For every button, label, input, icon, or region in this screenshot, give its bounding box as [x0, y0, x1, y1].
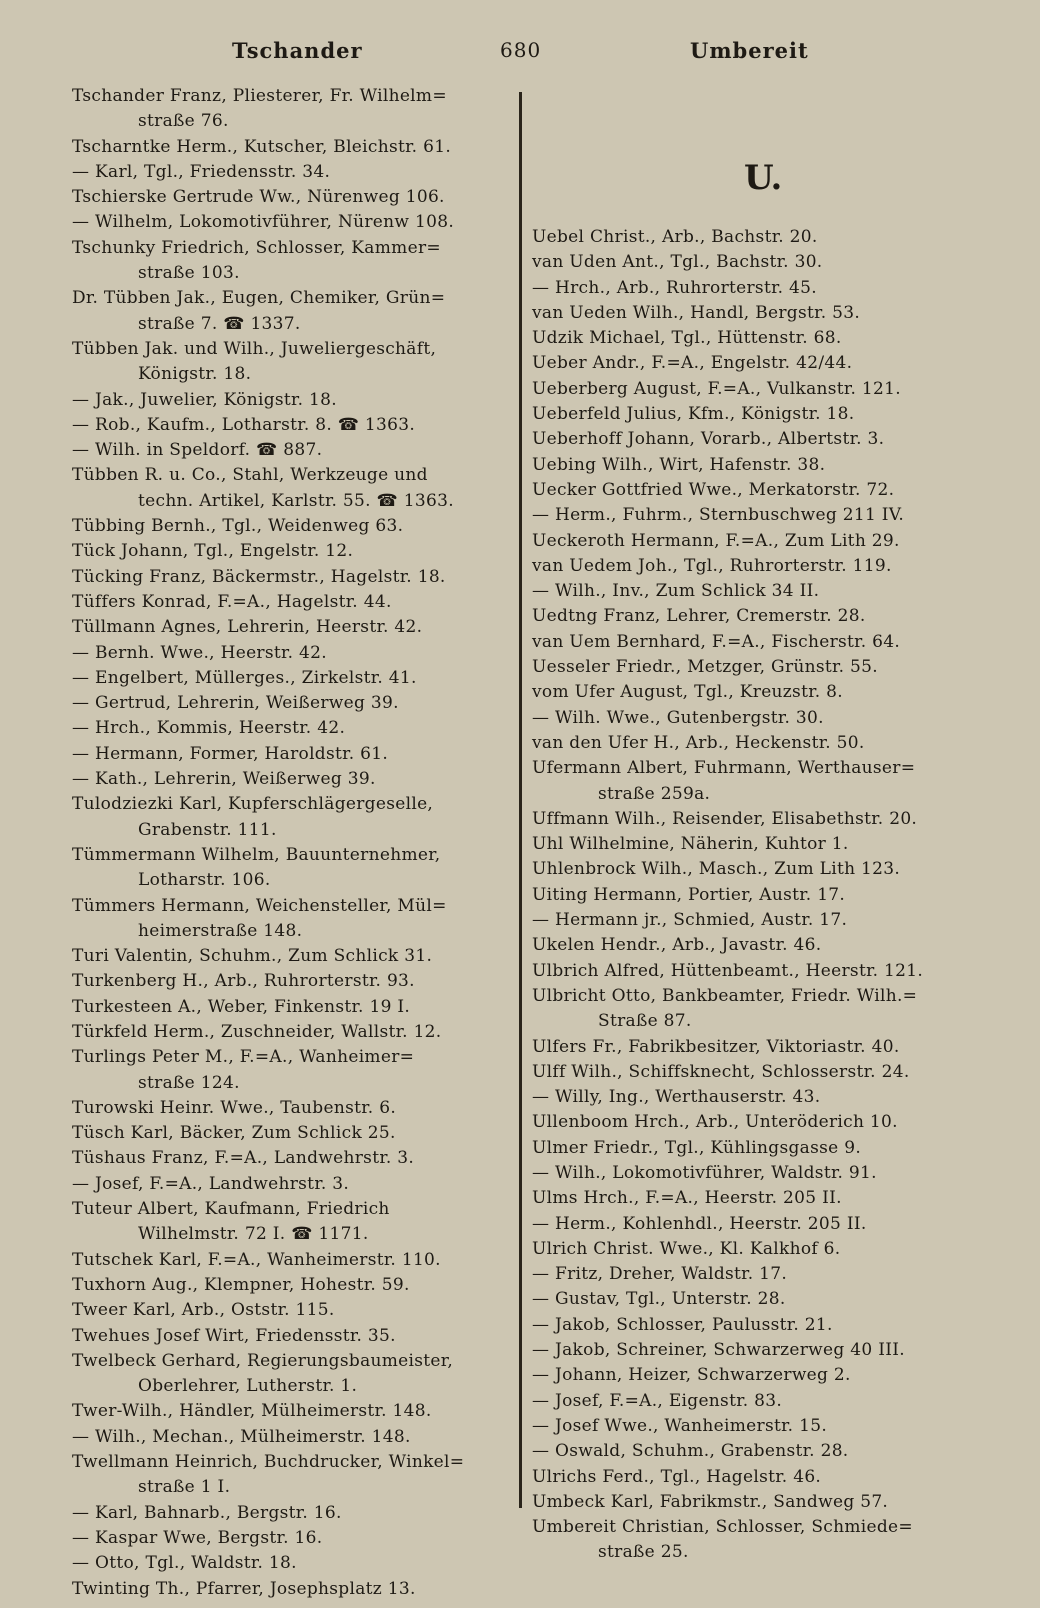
- directory-entry: [72, 337, 504, 388]
- entry-line: Turkenberg H., Arb., Ruhrorterstr. 93.: [72, 971, 415, 992]
- directory-entry: [72, 944, 504, 969]
- directory-entry: [532, 529, 972, 554]
- entry-line: — Gertrud, Lehrerin, Weißerweg 39.: [72, 693, 399, 714]
- directory-entry: [72, 413, 504, 438]
- entry-line: Ulfers Fr., Fabrikbesitzer, Viktoriastr. 40.: [532, 1036, 900, 1057]
- directory-entry: [532, 1313, 972, 1338]
- entry-line: Twellmann Heinrich, Buchdrucker, Winkel=: [72, 1452, 465, 1473]
- entry-line: — Rob., Kaufm., Lotharstr. 8. ☎ 1363.: [72, 414, 416, 435]
- entry-line: Twelbeck Gerhard, Regierungsbaumeister,: [72, 1350, 454, 1371]
- entry-line: Ueberberg August, F.=A., Vulkanstr. 121.: [532, 378, 901, 399]
- entry-line: Twinting Th., Pfarrer, Josephsplatz 13.: [72, 1578, 416, 1599]
- directory-entry: [72, 1172, 504, 1197]
- entry-line: Tulodziezki Karl, Kupferschlägergeselle,: [72, 794, 434, 815]
- entry-line: van Uedem Joh., Tgl., Ruhrorterstr. 119.: [532, 555, 892, 576]
- directory-entry: [72, 84, 504, 135]
- directory-entry: [72, 1298, 504, 1323]
- directory-entry: [72, 160, 504, 185]
- directory-entry: [532, 1287, 972, 1312]
- entry-line: Uedtng Franz, Lehrer, Cremerstr. 28.: [532, 606, 866, 627]
- entry-line: Turlings Peter M., F.=A., Wanheimer=: [72, 1047, 415, 1068]
- directory-entry: [72, 1045, 504, 1096]
- entry-line: Tschunky Friedrich, Schlosser, Kammer=: [72, 237, 441, 258]
- entry-line: — Josef, F.=A., Eigenstr. 83.: [532, 1390, 783, 1411]
- entry-line: Tuxhorn Aug., Klempner, Hohestr. 59.: [72, 1274, 410, 1295]
- directory-entry: [72, 539, 504, 564]
- entry-line: Ukelen Hendr., Arb., Javastr. 46.: [532, 935, 822, 956]
- entry-line: — Wilh., Lokomotivführer, Waldstr. 91.: [532, 1162, 877, 1183]
- directory-entry: [532, 402, 972, 427]
- directory-entry: [72, 1020, 504, 1045]
- directory-entry: [532, 427, 972, 452]
- entry-line: Uebel Christ., Arb., Bachstr. 20.: [532, 227, 818, 247]
- entry-line: van Uden Ant., Tgl., Bachstr. 30.: [532, 252, 823, 273]
- directory-entry: [532, 807, 972, 832]
- entry-line: Uffmann Wilh., Reisender, Elisabethstr. 20.: [532, 808, 918, 829]
- directory-entry: [532, 604, 972, 629]
- directory-entry: [532, 857, 972, 882]
- directory-entry: [532, 1490, 972, 1515]
- entry-line: Türkfeld Herm., Zuschneider, Wallstr. 12.: [72, 1021, 442, 1042]
- directory-entry: [532, 301, 972, 326]
- directory-entry: [72, 565, 504, 590]
- directory-entry: [532, 1389, 972, 1414]
- entry-continuation: Straße 87.: [598, 1011, 692, 1032]
- entry-line: — Hrch., Kommis, Heerstr. 42.: [72, 718, 346, 739]
- entry-line: Uebing Wilh., Wirt, Hafenstr. 38.: [532, 454, 826, 475]
- directory-entry: [532, 832, 972, 857]
- directory-entry: [72, 388, 504, 413]
- entry-line: Uhlenbrock Wilh., Masch., Zum Lith 123.: [532, 859, 901, 880]
- directory-entry: [532, 250, 972, 275]
- entry-line: — Jak., Juwelier, Königstr. 18.: [72, 389, 337, 410]
- directory-entry: [532, 1085, 972, 1110]
- directory-entry: [532, 478, 972, 503]
- entry-line: Tschander Franz, Pliesterer, Fr. Wilhelm=: [72, 86, 447, 106]
- entry-line: Uesseler Friedr., Metzger, Grünstr. 55.: [532, 657, 878, 678]
- entry-line: Tüllmann Agnes, Lehrerin, Heerstr. 42.: [72, 617, 423, 638]
- entry-line: — Wilh. in Speldorf. ☎ 887.: [72, 440, 323, 461]
- directory-entry: [532, 1186, 972, 1211]
- entry-line: — Gustav, Tgl., Unterstr. 28.: [532, 1289, 786, 1310]
- page-number: 680: [500, 38, 542, 62]
- entry-line: Ueberhoff Johann, Vorarb., Albertstr. 3.: [532, 429, 885, 450]
- entry-continuation: straße 76.: [138, 111, 229, 132]
- directory-entry: [532, 655, 972, 680]
- right-column: [532, 225, 972, 1566]
- directory-entry: [532, 225, 972, 250]
- entry-line: Uhl Wilhelmine, Näherin, Kuhtor 1.: [532, 834, 849, 855]
- directory-entry: [532, 984, 972, 1035]
- entry-line: Ulrich Christ. Wwe., Kl. Kalkhof 6.: [532, 1238, 841, 1259]
- entry-line: Turi Valentin, Schuhm., Zum Schlick 31.: [72, 946, 433, 967]
- directory-entry: [532, 959, 972, 984]
- entry-line: Ullenboom Hrch., Arb., Unteröderich 10.: [532, 1112, 898, 1133]
- directory-entry: [72, 438, 504, 463]
- entry-line: Ueckeroth Hermann, F.=A., Zum Lith 29.: [532, 530, 900, 551]
- entry-line: Ulff Wilh., Schiffsknecht, Schlosserstr. 24.: [532, 1061, 910, 1082]
- entry-line: — Josef Wwe., Wanheimerstr. 15.: [532, 1415, 828, 1436]
- directory-entry: [72, 1501, 504, 1526]
- directory-entry: [72, 1096, 504, 1121]
- entry-continuation: straße 7. ☎ 1337.: [138, 313, 301, 334]
- directory-entry: [532, 1212, 972, 1237]
- directory-entry: [72, 514, 504, 539]
- entry-line: Umbeck Karl, Fabrikmstr., Sandweg 57.: [532, 1491, 889, 1512]
- directory-entry: [532, 1035, 972, 1060]
- entry-line: Ueber Andr., F.=A., Engelstr. 42/44.: [532, 353, 853, 374]
- entry-continuation: Grabenstr. 111.: [138, 819, 277, 840]
- directory-entry: [72, 1450, 504, 1501]
- entry-line: Dr. Tübben Jak., Eugen, Chemiker, Grün=: [72, 288, 446, 309]
- directory-entry: [532, 630, 972, 655]
- entry-line: — Karl, Tgl., Friedensstr. 34.: [72, 161, 331, 182]
- entry-line: van Ueden Wilh., Handl, Bergstr. 53.: [532, 302, 861, 323]
- entry-line: — Johann, Heizer, Schwarzerweg 2.: [532, 1365, 851, 1386]
- entry-line: — Oswald, Schuhm., Grabenstr. 28.: [532, 1441, 849, 1462]
- directory-entry: [532, 1060, 972, 1085]
- directory-entry: [532, 1262, 972, 1287]
- entry-line: — Wilh., Mechan., Mülheimerstr. 148.: [72, 1426, 411, 1447]
- directory-entry: [72, 1197, 504, 1248]
- directory-entry: [532, 377, 972, 402]
- directory-entry: [532, 351, 972, 376]
- entry-continuation: Lotharstr. 106.: [138, 870, 271, 891]
- entry-line: Twehues Josef Wirt, Friedensstr. 35.: [72, 1325, 396, 1346]
- directory-entry: [532, 579, 972, 604]
- entry-line: Tscharntke Herm., Kutscher, Bleichstr. 61.: [72, 136, 452, 157]
- directory-entry: [532, 756, 972, 807]
- entry-line: Tück Johann, Tgl., Engelstr. 12.: [72, 541, 354, 562]
- entry-line: — Jakob, Schreiner, Schwarzerweg 40 III.: [532, 1340, 905, 1361]
- entry-line: van den Ufer H., Arb., Heckenstr. 50.: [532, 732, 865, 753]
- entry-line: Ufermann Albert, Fuhrmann, Werthauser=: [532, 758, 916, 779]
- directory-entry: [532, 1414, 972, 1439]
- directory-entry: [532, 1515, 972, 1566]
- entry-continuation: straße 259a.: [598, 783, 711, 804]
- directory-entry: [532, 1338, 972, 1363]
- entry-line: Turowski Heinr. Wwe., Taubenstr. 6.: [72, 1097, 397, 1118]
- entry-line: Tübben Jak. und Wilh., Juweliergeschäft,: [72, 338, 437, 359]
- directory-entry: [532, 680, 972, 705]
- entry-line: Ulmer Friedr., Tgl., Kühlingsgasse 9.: [532, 1137, 862, 1158]
- entry-continuation: heimerstraße 148.: [138, 920, 303, 941]
- entry-continuation: straße 103.: [138, 263, 240, 284]
- directory-entry: [72, 463, 504, 514]
- directory-entry: [72, 995, 504, 1020]
- entry-line: Tschierske Gertrude Ww., Nürenweg 106.: [72, 187, 445, 208]
- directory-entry: [72, 1349, 504, 1400]
- entry-line: — Otto, Tgl., Waldstr. 18.: [72, 1553, 297, 1574]
- entry-line: — Herm., Fuhrm., Sternbuschweg 211 IV.: [532, 505, 905, 526]
- directory-entry: [532, 933, 972, 958]
- column-divider: [519, 92, 522, 1508]
- directory-entry: [532, 1161, 972, 1186]
- directory-entry: [532, 1136, 972, 1161]
- entry-line: vom Ufer August, Tgl., Kreuzstr. 8.: [532, 682, 843, 703]
- entry-line: Tüshaus Franz, F.=A., Landwehrstr. 3.: [72, 1148, 415, 1169]
- entry-continuation: Königstr. 18.: [138, 364, 252, 385]
- directory-entry: [72, 969, 504, 994]
- entry-line: Tüsch Karl, Bäcker, Zum Schlick 25.: [72, 1123, 396, 1144]
- directory-entry: [72, 792, 504, 843]
- directory-entry: [532, 1465, 972, 1490]
- entry-line: Twer-Wilh., Händler, Mülheimerstr. 148.: [72, 1401, 432, 1422]
- directory-entry: [72, 1425, 504, 1450]
- entry-line: Ulrichs Ferd., Tgl., Hagelstr. 46.: [532, 1466, 822, 1487]
- entry-line: — Kath., Lehrerin, Weißerweg 39.: [72, 769, 376, 790]
- directory-entry: [72, 1248, 504, 1273]
- directory-entry: [72, 843, 504, 894]
- entry-line: Ueberfeld Julius, Kfm., Königstr. 18.: [532, 404, 855, 425]
- entry-line: Tübbing Bernh., Tgl., Weidenweg 63.: [72, 516, 404, 537]
- left-column: [72, 84, 504, 1602]
- entry-line: van Uem Bernhard, F.=A., Fischerstr. 64.: [532, 631, 901, 652]
- directory-entry: [532, 276, 972, 301]
- entry-line: Tüffers Konrad, F.=A., Hagelstr. 44.: [72, 591, 392, 612]
- directory-entry: [532, 731, 972, 756]
- directory-entry: [72, 1324, 504, 1349]
- directory-entry: [72, 1399, 504, 1424]
- entry-line: Tümmers Hermann, Weichensteller, Mül=: [72, 895, 447, 916]
- entry-line: Ulbricht Otto, Bankbeamter, Friedr. Wilh.=: [532, 985, 918, 1006]
- entry-line: — Bernh. Wwe., Heerstr. 42.: [72, 642, 327, 663]
- directory-entry: [532, 1363, 972, 1388]
- entry-line: — Engelbert, Müllerges., Zirkelstr. 41.: [72, 667, 417, 688]
- directory-entry: [532, 1237, 972, 1262]
- directory-entry: [532, 1439, 972, 1464]
- header-right-keyword: Umbereit: [690, 38, 809, 63]
- directory-entry: [532, 706, 972, 731]
- entry-line: — Hermann, Former, Haroldstr. 61.: [72, 743, 389, 764]
- directory-entry: [72, 691, 504, 716]
- directory-entry: [72, 666, 504, 691]
- directory-entry: [72, 210, 504, 235]
- directory-entry: [72, 1121, 504, 1146]
- entry-line: Turkesteen A., Weber, Finkenstr. 19 I.: [72, 996, 411, 1017]
- entry-line: Uiting Hermann, Portier, Austr. 17.: [532, 884, 846, 905]
- entry-line: Tümmermann Wilhelm, Bauunternehmer,: [72, 844, 441, 865]
- directory-entry: [72, 1273, 504, 1298]
- entry-line: — Jakob, Schlosser, Paulusstr. 21.: [532, 1314, 833, 1335]
- entry-line: — Wilhelm, Lokomotivführer, Nürenw 108.: [72, 212, 455, 233]
- directory-entry: [72, 236, 504, 287]
- entry-line: Ulbrich Alfred, Hüttenbeamt., Heerstr. 121.: [532, 960, 924, 981]
- entry-line: Tübben R. u. Co., Stahl, Werkzeuge und: [72, 465, 428, 486]
- entry-line: — Willy, Ing., Werthauserstr. 43.: [532, 1087, 821, 1108]
- directory-entry: [532, 503, 972, 528]
- entry-continuation: straße 25.: [598, 1542, 689, 1563]
- directory-entry: [532, 1110, 972, 1135]
- entry-line: Tuteur Albert, Kaufmann, Friedrich: [72, 1199, 390, 1220]
- section-letter: U.: [744, 158, 783, 198]
- entry-continuation: Wilhelmstr. 72 I. ☎ 1171.: [138, 1224, 369, 1245]
- directory-entry: [72, 641, 504, 666]
- directory-entry: [72, 742, 504, 767]
- entry-line: — Hrch., Arb., Ruhrorterstr. 45.: [532, 277, 817, 298]
- directory-entry: [532, 883, 972, 908]
- entry-line: — Kaspar Wwe, Bergstr. 16.: [72, 1527, 323, 1548]
- directory-entry: [72, 1146, 504, 1171]
- entry-line: Umbereit Christian, Schlosser, Schmiede=: [532, 1517, 913, 1538]
- entry-line: Uecker Gottfried Wwe., Merkatorstr. 72.: [532, 479, 895, 500]
- directory-entry: [72, 590, 504, 615]
- entry-line: Ulms Hrch., F.=A., Heerstr. 205 II.: [532, 1188, 842, 1209]
- directory-entry: [532, 554, 972, 579]
- directory-entry: [72, 615, 504, 640]
- directory-entry: [72, 135, 504, 160]
- entry-line: — Herm., Kohlenhdl., Heerstr. 205 II.: [532, 1213, 867, 1234]
- entry-line: — Karl, Bahnarb., Bergstr. 16.: [72, 1502, 342, 1523]
- directory-entry: [532, 326, 972, 351]
- directory-entry: [72, 185, 504, 210]
- directory-entry: [72, 767, 504, 792]
- entry-continuation: straße 1 I.: [138, 1477, 231, 1498]
- directory-entry: [532, 908, 972, 933]
- directory-entry: [72, 286, 504, 337]
- entry-continuation: Oberlehrer, Lutherstr. 1.: [138, 1376, 358, 1397]
- directory-entry: [72, 1577, 504, 1602]
- directory-entry: [72, 894, 504, 945]
- entry-continuation: straße 124.: [138, 1072, 240, 1093]
- directory-entry: [72, 1526, 504, 1551]
- entry-line: Udzik Michael, Tgl., Hüttenstr. 68.: [532, 328, 842, 349]
- entry-line: — Fritz, Dreher, Waldstr. 17.: [532, 1264, 788, 1285]
- entry-continuation: techn. Artikel, Karlstr. 55. ☎ 1363.: [138, 490, 454, 511]
- entry-line: Tücking Franz, Bäckermstr., Hagelstr. 18.: [72, 566, 446, 587]
- entry-line: Tutschek Karl, F.=A., Wanheimerstr. 110.: [72, 1249, 441, 1270]
- directory-entry: [532, 453, 972, 478]
- directory-entry: [72, 716, 504, 741]
- entry-line: Tweer Karl, Arb., Oststr. 115.: [72, 1300, 335, 1321]
- header-left-keyword: Tschander: [232, 38, 363, 63]
- entry-line: — Hermann jr., Schmied, Austr. 17.: [532, 910, 848, 931]
- entry-line: — Josef, F.=A., Landwehrstr. 3.: [72, 1173, 350, 1194]
- entry-line: — Wilh. Wwe., Gutenbergstr. 30.: [532, 707, 824, 728]
- directory-entry: [72, 1551, 504, 1576]
- entry-line: — Wilh., Inv., Zum Schlick 34 II.: [532, 581, 820, 602]
